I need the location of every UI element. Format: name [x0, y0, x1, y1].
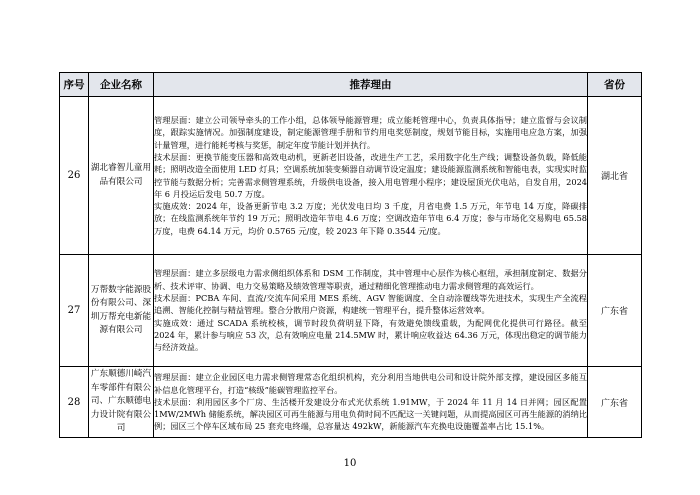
row-company: 湖北睿智儿童用品有限公司	[89, 97, 154, 255]
reason-results: 实施成效：2024 年，设备更新节电 3.2 万度；光伏发电日均 3 千度，月省电费 1.5 万元，年节电 14 万度，降碳排放；在线监测系统年节约 19 万元；照明改造年节电 4.6 万度；空调改造年节电 6.4 万度；参与市场化交易购电 65.58 万度，电费 64.14 万元，均价 0.5765 元/度，较 2023 年下降 0.3544 元/度。	[154, 201, 587, 236]
header-company: 企业名称	[89, 73, 154, 97]
row-company: 万帮数字能源股份有限公司、深圳万帮充电新能源有限公司	[89, 255, 154, 367]
row-province: 广东省	[588, 367, 642, 438]
row-seq: 26	[60, 97, 89, 255]
header-reason: 推荐理由	[154, 73, 588, 97]
row-province: 广东省	[588, 255, 642, 367]
row-reason	[154, 97, 588, 255]
reason-management: 管理层面：建立企业园区电力需求侧管理常态化组织机构，充分利用当地供电公司和设计院外部支撑，建设园区多能互补信息化管理平台，打造“核级”能碳管理监控平台。	[154, 372, 587, 395]
reason-management: 管理层面：建立公司领导牵头的工作小组，总体领导能源管理；成立能耗管理中心，负责具体指导；建立监督与会议制度，跟踪实施情况。加强制度建设，制定能源管理手册和节约用电奖惩制度，规划节能目标，实施用电应急方案，加强计量管理，进行能耗考核与奖惩，制定年度节能计划并执行。	[154, 115, 587, 150]
reason-management: 管理层面：建立多层级电力需求侧组织体系和 DSM 工作制度，其中管理中心层作为核心枢纽，承担制度制定、数据分析、技术评审、协调、电力交易策略及绩效管理等职责，通过精细化管理推动电力需求侧管理的高效运行。	[154, 268, 587, 291]
table-row	[60, 367, 642, 438]
reason-technology: 技术层面：更换节能变压器和高效电动机，更新老旧设备，改进生产工艺，采用数字化生产线；调整设备负载，降低能耗；照明改造全面使用 LED 灯具；空调系统加装变频器自动调节设定温度；建设能源监测系统和智能电表，实现实时监控节能与数据分析；完善需求侧管理系统，升级供电设备，接入用电管理小程序；建设屋顶光伏电站，自发自用，2024 年 6 月投运后发电 50.7 万度。	[154, 151, 587, 199]
table-row	[60, 97, 642, 255]
page-number: 10	[343, 458, 357, 469]
table-header-row	[60, 73, 642, 97]
row-province: 湖北省	[588, 97, 642, 255]
row-reason	[154, 255, 588, 367]
row-seq: 28	[60, 367, 89, 438]
reason-technology: 技术层面：PCBA 车间、直流/交流车间采用 MES 系统、AGV 智能调度、全自动涂覆线等先进技术，实现生产全流程追溯、智能化控制与精益管理。整合分散用户资源，构建统一管理平台，提升整体运营效率。	[154, 293, 587, 316]
row-company: 广东顺德川崎汽车零部件有限公司、广东顺德电力设计院有限公司	[89, 367, 154, 438]
reason-technology: 技术层面：利用园区多个厂房、生活楼开发建设分布式光伏系统 1.91MW，于 2024 年 11 月 14 日并网；园区配置 1MW/2MWh 储能系统，解决园区可再生能源与用电负荷时间不匹配这一关键问题，从而提高园区可再生能源的消纳比例；园区三个停车区域布局 25 套充电终端，总容量达 492kW，新能源汽车充换电设施覆盖率占比 15.1%。	[154, 396, 587, 432]
header-seq: 序号	[60, 73, 89, 97]
reason-results: 实施成效：通过 SCADA 系统校核，调节时段负荷明显下降，有效避免馈线重载，为配网优化提供可行路径。截至 2024 年，累计参与响应 53 次，总有效响应电量 214.5MW 时，累计响应收益达 64.36 万元，体现出稳定的调节能力与经济效益。	[154, 317, 587, 353]
row-reason	[154, 367, 588, 438]
table-row	[60, 255, 642, 367]
header-province: 省份	[588, 73, 642, 97]
recommendation-table	[59, 72, 642, 438]
row-seq: 27	[60, 255, 89, 367]
